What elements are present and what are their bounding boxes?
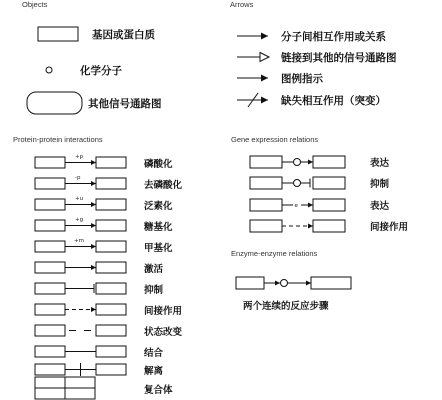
ppi-dephosphorylation-symbol (35, 175, 126, 189)
ppi-mod-label: +m (74, 238, 84, 244)
ppi-label-phosphorylation: 磷酸化 (144, 159, 173, 170)
gene-repression-symbol (250, 177, 345, 189)
ppi-complex-symbol (35, 377, 95, 399)
ppi-label-activation: 激活 (144, 264, 164, 275)
objects-heading: Objects (22, 0, 48, 9)
gene-label-expression-e: 表达 (370, 201, 390, 212)
gene-or-protein-label: 基因或蛋白质 (92, 29, 155, 41)
ppi-inhibition-symbol (35, 283, 126, 294)
gene-label-indirect: 间接作用 (370, 222, 409, 233)
arrow-label-legend: 图例指示 (281, 73, 323, 85)
ppi-label-complex: 复合体 (144, 385, 173, 396)
enzyme-two-steps-symbol (236, 277, 351, 289)
arrows-heading: Arrows (230, 0, 254, 9)
ppi-label-glycosylation: 糖基化 (144, 222, 173, 233)
chemical-compound-icon (46, 67, 52, 73)
map-link-label: 其他信号通路图 (88, 98, 162, 110)
ppi-activation-symbol (35, 262, 126, 273)
gene-mod-label: e (294, 203, 298, 209)
ppi-phosphorylation-symbol (35, 154, 126, 168)
ppi-dissociation-symbol (35, 363, 126, 376)
ppi-glycosylation-symbol (35, 217, 126, 231)
ppi-ubiquitination-symbol (35, 196, 126, 210)
chemical-compound-label: 化学分子 (80, 65, 122, 77)
ppi-label-state-change: 状态改变 (144, 327, 183, 338)
ppi-binding-symbol (35, 346, 126, 357)
ppi-state-change-symbol (35, 325, 126, 336)
ppi-label-dephosphorylation: 去磷酸化 (144, 180, 183, 191)
map-link-icon (27, 92, 82, 114)
ppi-label-inhibition: 抑制 (144, 285, 164, 296)
gene-expression-heading: Gene expression relations (231, 135, 319, 144)
ppi-mod-label: +p (75, 154, 84, 160)
ppi-label-binding: 结合 (144, 348, 164, 359)
ppi-label-indirect: 间接作用 (144, 306, 183, 317)
gene-label-expression: 表达 (370, 158, 390, 169)
gene-or-protein-icon (38, 27, 78, 41)
ppi-indirect-effect-symbol (35, 304, 126, 315)
ppi-heading: Protein-protein interactions (13, 135, 103, 144)
arrow-label-link: 链接到其他的信号通路图 (281, 52, 397, 64)
ppi-mod-label: -p (75, 175, 81, 181)
arrow-label-interaction: 分子间相互作用或关系 (281, 31, 386, 43)
ppi-label-ubiquitination: 泛素化 (144, 201, 173, 212)
enzyme-heading: Enzyme-enzyme relations (231, 249, 318, 258)
ppi-label-methylation: 甲基化 (144, 243, 173, 254)
ppi-mod-label: +u (75, 196, 84, 202)
ppi-mod-label: +g (75, 217, 84, 223)
ppi-methylation-symbol (35, 238, 126, 252)
gene-expression-symbol (250, 156, 345, 168)
enzyme-label: 两个连续的反应步骤 (243, 301, 329, 312)
gene-indirect-effect-symbol (250, 220, 345, 232)
gene-expression-e-symbol (250, 199, 345, 211)
link-to-pathway-arrow-icon (260, 53, 269, 62)
ppi-label-dissociation: 解离 (144, 366, 164, 377)
gene-label-repression: 抑制 (370, 179, 390, 190)
arrow-label-missing: 缺失相互作用（突变） (281, 95, 386, 107)
